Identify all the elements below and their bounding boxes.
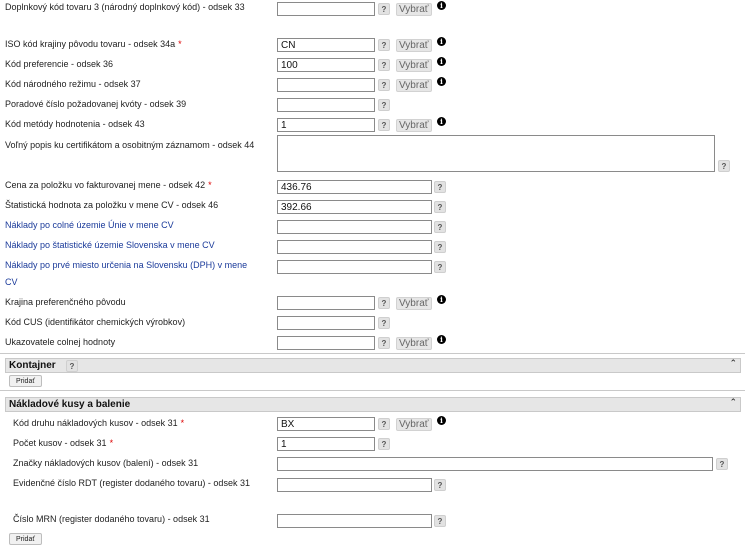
help-icon[interactable]: ? bbox=[378, 438, 390, 450]
metoda-input[interactable] bbox=[277, 118, 375, 132]
mrn-label: Číslo MRN (register dodaného tovaru) - odsek 31 bbox=[13, 514, 210, 524]
help-icon[interactable]: ? bbox=[434, 201, 446, 213]
vybrat-button[interactable]: Vybrať bbox=[396, 3, 432, 16]
help-icon[interactable]: ? bbox=[378, 317, 390, 329]
znacky-label: Značky nákladových kusov (balení) - odsek 31 bbox=[13, 458, 199, 468]
druh-label: Kód druhu nákladových kusov - odsek 31 * bbox=[13, 418, 185, 428]
naklady-section-header[interactable] bbox=[5, 397, 741, 412]
kontajner-section-header[interactable] bbox=[5, 358, 741, 373]
krajina-pref-input[interactable] bbox=[277, 296, 375, 310]
kontajner-pridat-button[interactable]: Pridať bbox=[9, 375, 42, 387]
info-icon[interactable]: i bbox=[437, 335, 446, 344]
rezim-label: Kód národného režimu - odsek 37 bbox=[5, 79, 141, 89]
pocet-input[interactable] bbox=[277, 437, 375, 451]
znacky-input[interactable] bbox=[277, 457, 713, 471]
info-icon[interactable]: i bbox=[437, 37, 446, 46]
help-icon[interactable]: ? bbox=[716, 458, 728, 470]
divider bbox=[0, 353, 745, 354]
cena-input[interactable] bbox=[277, 180, 432, 194]
vybrat-button[interactable]: Vybrať bbox=[396, 39, 432, 52]
rdt-input[interactable] bbox=[277, 478, 432, 492]
ukazovatele-label: Ukazovatele colnej hodnoty bbox=[5, 337, 116, 347]
cus-label: Kód CUS (identifikátor chemických výrobkov) bbox=[5, 317, 186, 327]
vybrat-button[interactable]: Vybrať bbox=[396, 418, 432, 431]
kvota-label: Poradové číslo požadovanej kvóty - odsek 39 bbox=[5, 99, 187, 109]
naklady-dph-label: Náklady po prvé miesto určenia na Slovensku (DPH) v mene CV bbox=[5, 260, 248, 287]
doplnkovy-kod-3-label: Doplnkový kód tovaru 3 (národný doplnkový kód) - odsek 33 bbox=[5, 2, 245, 12]
naklady-dph-input[interactable] bbox=[277, 260, 432, 274]
mrn-input[interactable] bbox=[277, 514, 432, 528]
help-icon[interactable]: ? bbox=[378, 39, 390, 51]
rdt-label: Evidenčné číslo RDT (register dodaného tovaru) - odsek 31 bbox=[13, 478, 250, 488]
help-icon[interactable]: ? bbox=[378, 418, 390, 430]
info-icon[interactable]: i bbox=[437, 295, 446, 304]
info-icon[interactable]: i bbox=[437, 57, 446, 66]
naklady-unia-label: Náklady po colné územie Únie v mene CV bbox=[5, 220, 174, 230]
preferencie-label: Kód preferencie - odsek 36 bbox=[5, 59, 114, 69]
metoda-label: Kód metódy hodnotenia - odsek 43 bbox=[5, 119, 145, 129]
info-icon[interactable]: i bbox=[437, 416, 446, 425]
help-icon[interactable]: ? bbox=[718, 160, 730, 172]
cena-label: Cena za položku vo fakturovanej mene - odsek 42 * bbox=[5, 180, 212, 190]
vybrat-button[interactable]: Vybrať bbox=[396, 79, 432, 92]
kvota-input[interactable] bbox=[277, 98, 375, 112]
chevron-up-icon[interactable]: ⌃ bbox=[729, 358, 737, 368]
rezim-input[interactable] bbox=[277, 78, 375, 92]
cus-input[interactable] bbox=[277, 316, 375, 330]
info-icon[interactable]: i bbox=[437, 77, 446, 86]
help-icon[interactable]: ? bbox=[434, 241, 446, 253]
help-icon[interactable]: ? bbox=[434, 479, 446, 491]
ukazovatele-input[interactable] bbox=[277, 336, 375, 350]
help-icon[interactable]: ? bbox=[66, 360, 78, 372]
help-icon[interactable]: ? bbox=[378, 59, 390, 71]
pocet-label: Počet kusov - odsek 31 * bbox=[13, 438, 114, 448]
iso-label: ISO kód krajiny pôvodu tovaru - odsek 34a * bbox=[5, 39, 182, 49]
help-icon[interactable]: ? bbox=[434, 261, 446, 273]
divider bbox=[0, 390, 745, 391]
doplnkovy-kod-3-input[interactable] bbox=[277, 2, 375, 16]
help-icon[interactable]: ? bbox=[378, 119, 390, 131]
naklady-title: Nákladové kusy a balenie bbox=[9, 399, 131, 410]
help-icon[interactable]: ? bbox=[434, 221, 446, 233]
naklady-pridat-button[interactable]: Pridať bbox=[9, 533, 42, 545]
help-icon[interactable]: ? bbox=[378, 99, 390, 111]
help-icon[interactable]: ? bbox=[378, 297, 390, 309]
help-icon[interactable]: ? bbox=[434, 515, 446, 527]
preferencie-input[interactable] bbox=[277, 58, 375, 72]
vybrat-button[interactable]: Vybrať bbox=[396, 59, 432, 72]
info-icon[interactable]: i bbox=[437, 117, 446, 126]
help-icon[interactable]: ? bbox=[378, 3, 390, 15]
chevron-up-icon[interactable]: ⌃ bbox=[729, 397, 737, 407]
stat-label: Štatistická hodnota za položku v mene CV - odsek 46 bbox=[5, 200, 219, 210]
krajina-pref-label: Krajina preferenčného pôvodu bbox=[5, 297, 126, 307]
help-icon[interactable]: ? bbox=[378, 337, 390, 349]
vybrat-button[interactable]: Vybrať bbox=[396, 119, 432, 132]
naklady-sk-input[interactable] bbox=[277, 240, 432, 254]
popis-textarea[interactable] bbox=[277, 135, 715, 172]
vybrat-button[interactable]: Vybrať bbox=[396, 297, 432, 310]
popis-label: Voľný popis ku certifikátom a osobitným záznamom - odsek 44 bbox=[5, 140, 255, 150]
help-icon[interactable]: ? bbox=[378, 79, 390, 91]
druh-input[interactable] bbox=[277, 417, 375, 431]
help-icon[interactable]: ? bbox=[434, 181, 446, 193]
iso-input[interactable] bbox=[277, 38, 375, 52]
stat-input[interactable] bbox=[277, 200, 432, 214]
naklady-sk-label: Náklady po štatistické územie Slovenska v mene CV bbox=[5, 240, 215, 250]
info-icon[interactable]: i bbox=[437, 1, 446, 10]
vybrat-button[interactable]: Vybrať bbox=[396, 337, 432, 350]
naklady-unia-input[interactable] bbox=[277, 220, 432, 234]
kontajner-title: Kontajner bbox=[9, 360, 56, 371]
